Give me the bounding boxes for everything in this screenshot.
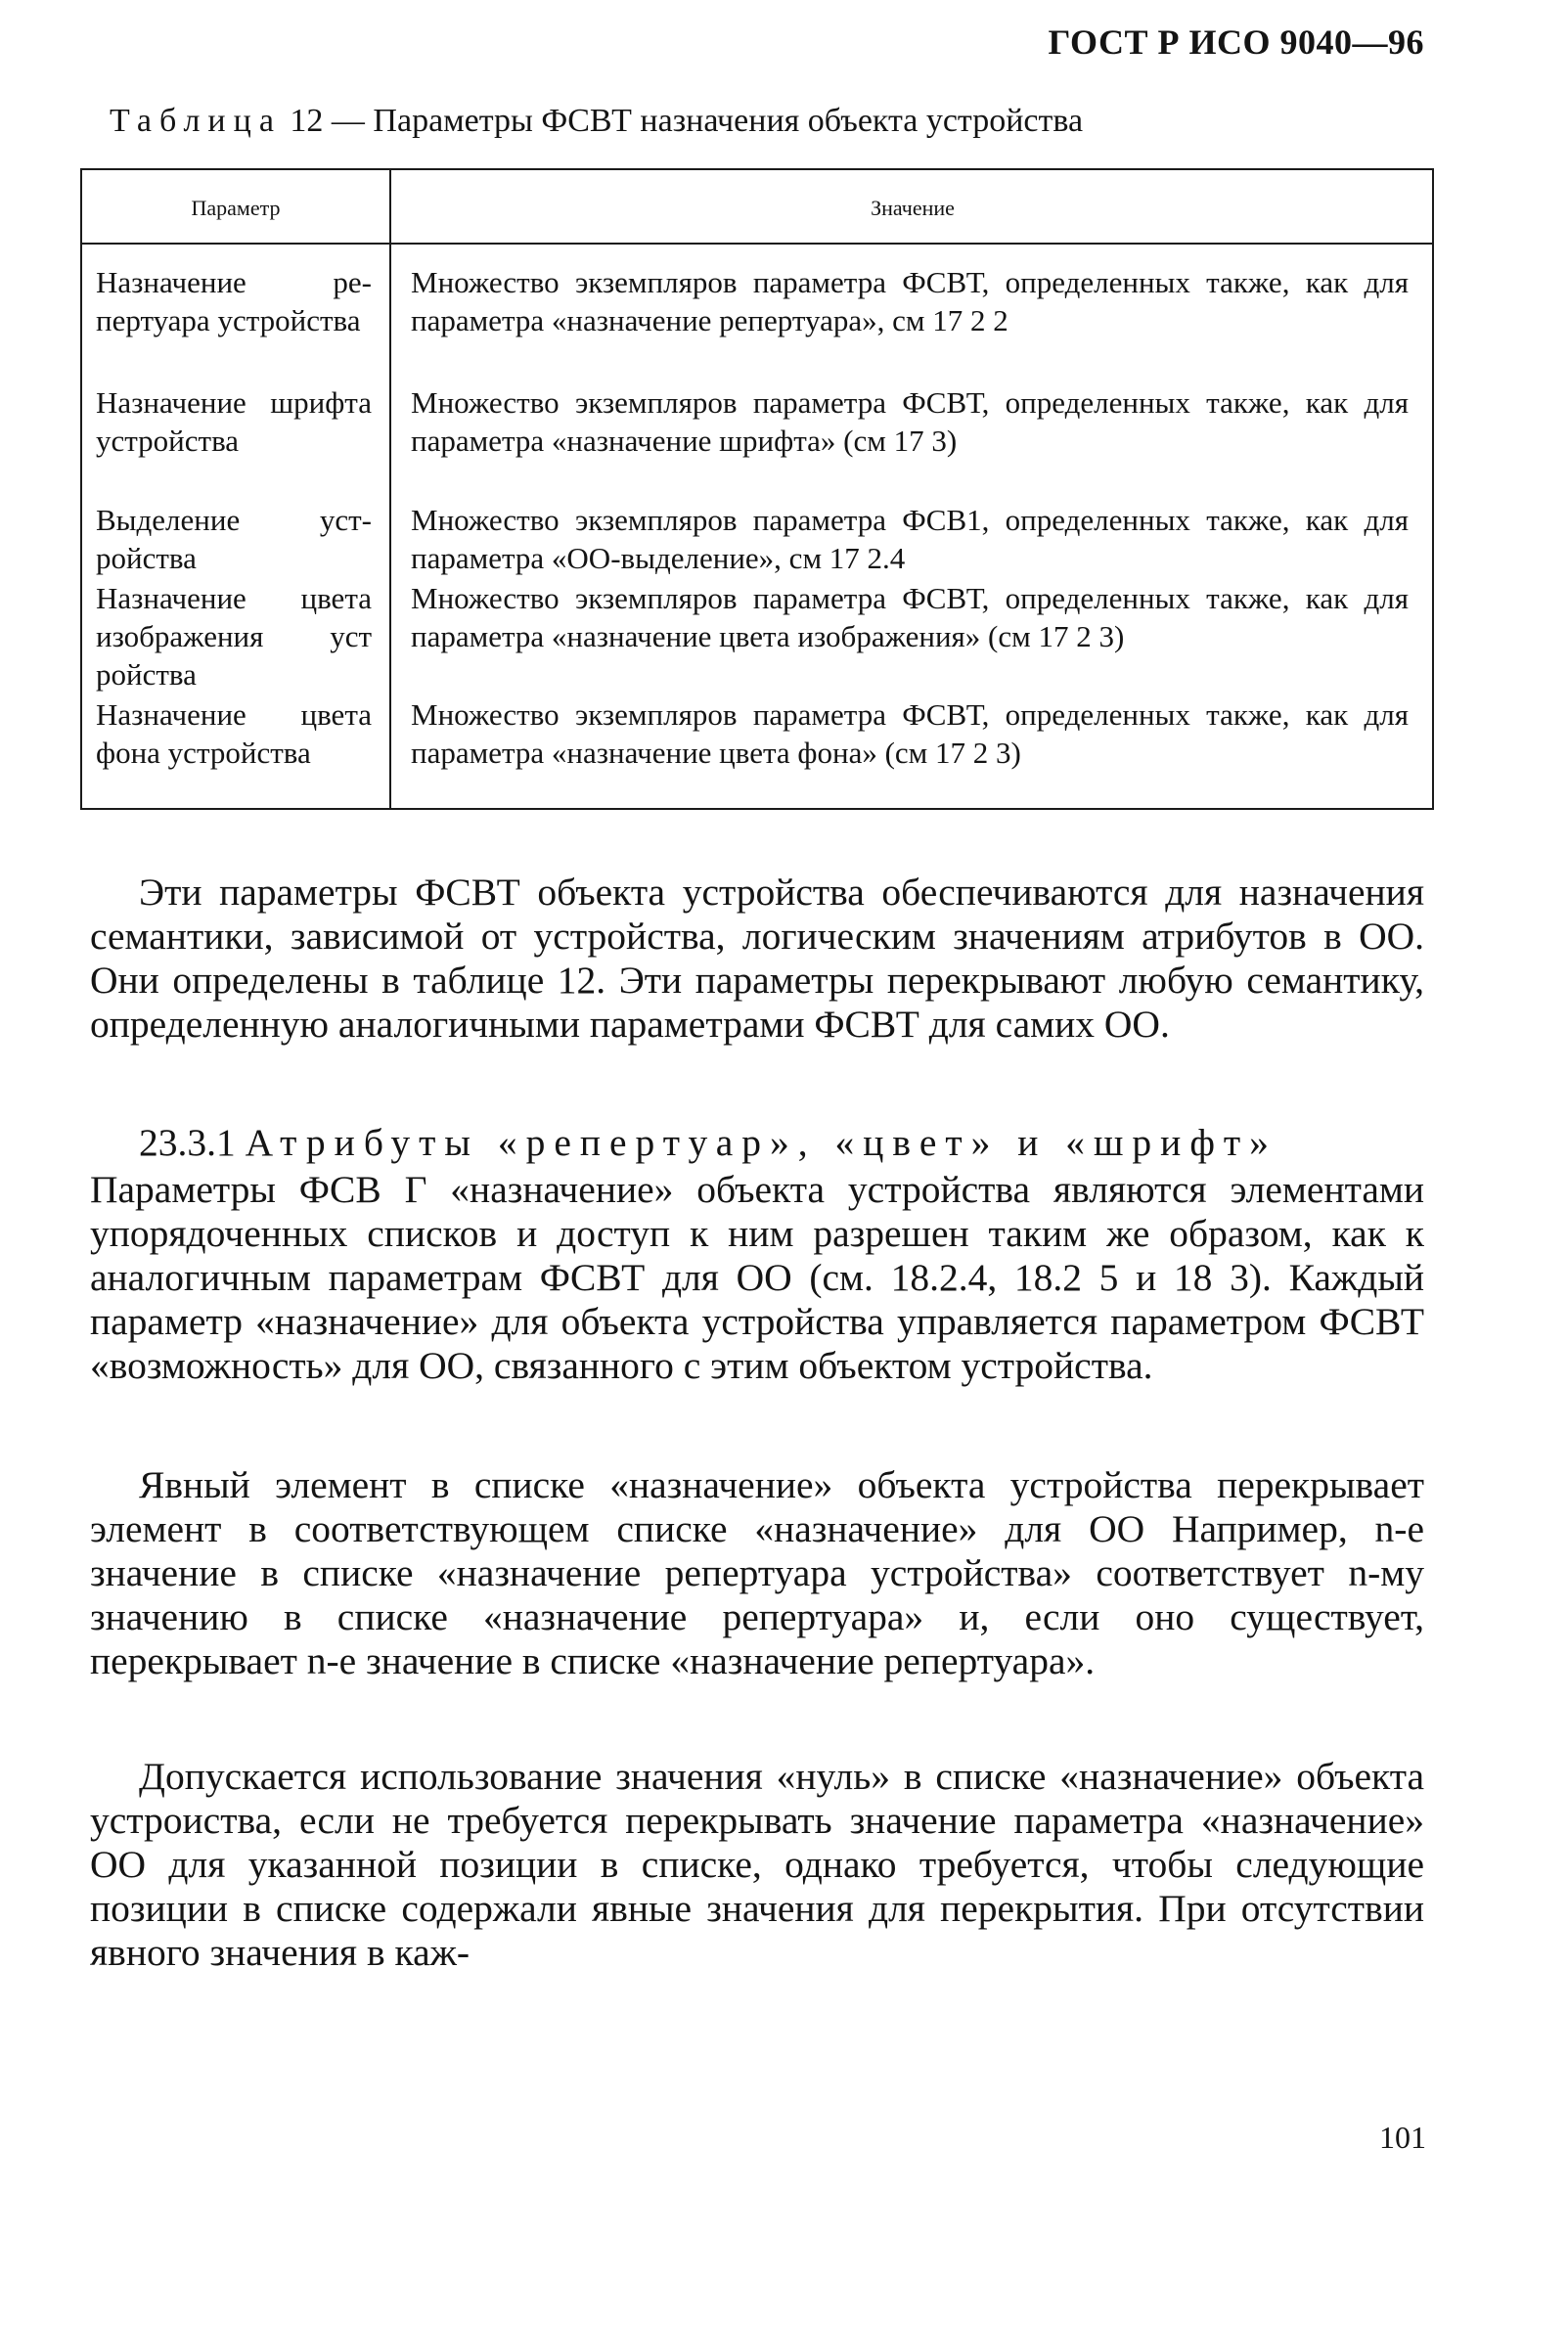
parameters-table bbox=[80, 168, 1434, 810]
parameter-cell: Назначение цвета фона устройства bbox=[96, 697, 372, 770]
value-cell: Множество экземпляров параметра ФСВ1, определенных также, как для параметра «ОО-выделение», см 17 2.4 bbox=[411, 503, 1409, 575]
paragraph-intro: Эти параметры ФСВТ объекта устройства обеспечиваются для назначения семантики, зависимой от устройства, логическим значениям атрибутов в ОО. Они определены в таблице 12. Эти параметры перекрывают любую семантику, определенную аналогичными параметрами ФСВТ для самих ОО. bbox=[90, 871, 1424, 1046]
value-cell: Множество экземпляров параметра ФСВТ, определенных также, как для параметра «назначение шрифта» (см 17 3) bbox=[411, 385, 1409, 458]
parameter-cell: Назначение шрифта устройства bbox=[96, 385, 372, 458]
table-caption-title: — Параметры ФСВТ назначения объекта устройства bbox=[331, 103, 1084, 139]
column-divider bbox=[389, 170, 391, 808]
value-cell: Множество экземпляров параметра ФСВТ, определенных также, как для параметра «назначение репертуара», см 17 2 2 bbox=[411, 265, 1409, 337]
parameter-cell: Выделение устройства bbox=[96, 503, 372, 575]
document-header: ГОСТ Р ИСО 9040—96 bbox=[1048, 22, 1424, 62]
table-caption bbox=[110, 103, 1083, 140]
value-cell: Множество экземпляров параметра ФСВТ, определенных также, как для параметра «назначение цвета фона» (см 17 2 3) bbox=[411, 697, 1409, 770]
table-caption-number: 12 bbox=[290, 103, 324, 139]
parameter-cell: Назначение цвета изображения уст ройства bbox=[96, 581, 372, 692]
table-caption-label: Таблица bbox=[110, 103, 282, 139]
value-cell: Множество экземпляров параметра ФСВТ, определенных также, как для параметра «назначение цвета изображения» (см 17 2 3) bbox=[411, 581, 1409, 653]
section-number: 23.3.1 bbox=[139, 1121, 236, 1164]
parameter-cell: Назначение репертуара устройства bbox=[96, 265, 372, 337]
page-number: 101 bbox=[1379, 2120, 1426, 2155]
section-heading bbox=[139, 1121, 1424, 1165]
paragraph-null-value: Допускается использование значения «нуль» в списке «назначение» объекта устроиства, если не требуется перекрывать значение параметра «назначение» ОО для указанной позиции в списке, однако требуется, чтобы следующие позиции в списке содержали явные значения для перекрытия. При отсутствии явного значения в каж- bbox=[90, 1755, 1424, 1974]
paragraph-explicit-element: Явный элемент в списке «назначение» объекта устройства перекрывает элемент в соответствующем списке «назначение» для ОО Например, n-е значение в списке «назначение репертуара устройства» соответствует n-му значению в списке «назначение репертуара» и, если оно существует, перекрывает n-е значение в списке «назначение репертуара». bbox=[90, 1463, 1424, 1682]
column-header-value: Значение bbox=[871, 196, 955, 220]
header-divider bbox=[82, 243, 1432, 245]
section-title: Атрибуты «репертуар», «цвет» и «шрифт» bbox=[245, 1121, 1277, 1164]
column-header-parameter: Параметр bbox=[191, 196, 281, 220]
paragraph-parameters: Параметры ФСВ Г «назначение» объекта устройства являются элементами упорядоченных списков и доступ к ним разрешен таким же образом, как к аналогичным параметрам ФСВТ для ОО (см. 18.2.4, 18.2 5 и 18 3). Каждый параметр «назначение» для объекта устройства управляется параметром ФСВТ «возможность» для ОО, связанного с этим объектом устройства. bbox=[90, 1168, 1424, 1387]
